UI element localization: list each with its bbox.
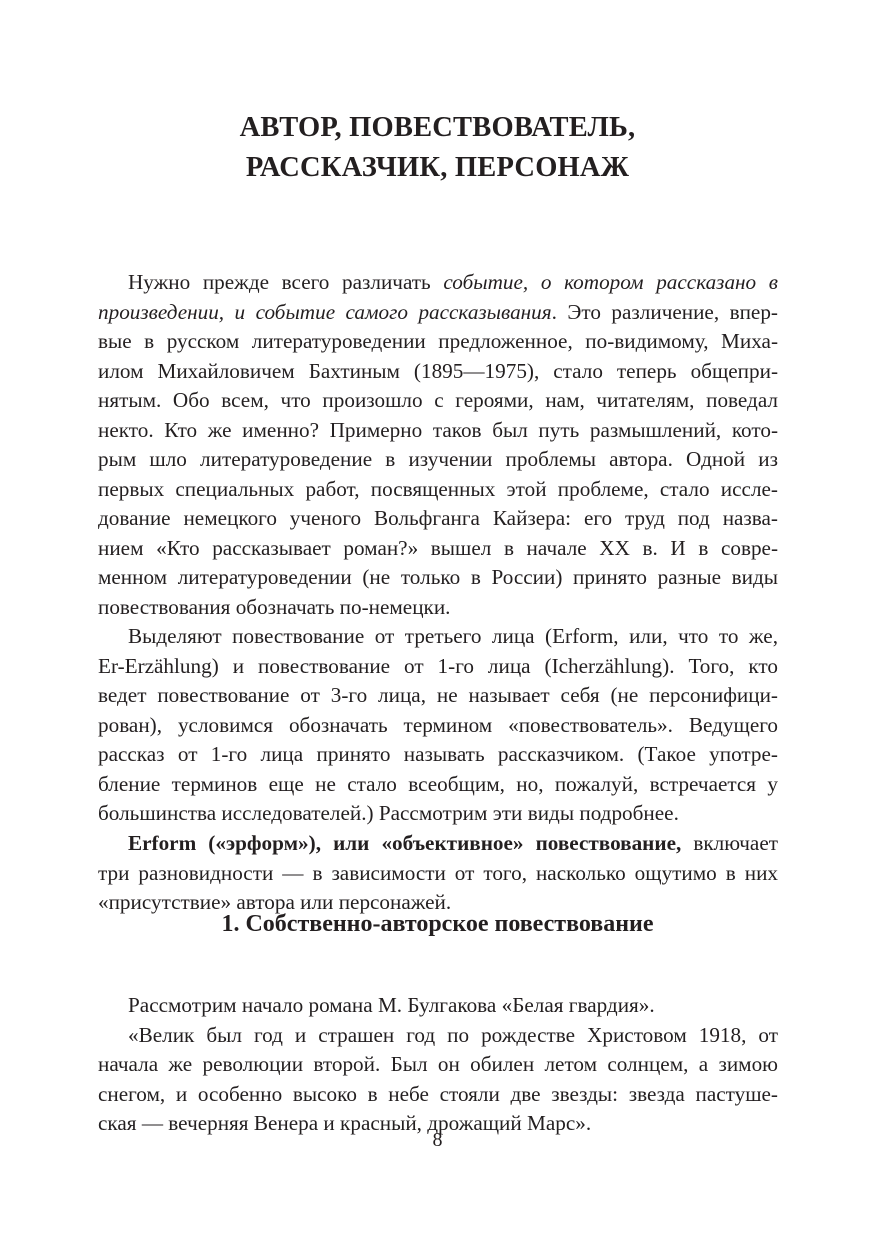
- bold-text-run: Erform («эрформ»), или «объективное» повествование,: [128, 831, 682, 855]
- chapter-title: [0, 108, 875, 188]
- italic-text-run: произведении, и событие самого рассказывания: [98, 299, 552, 324]
- paragraph-5-line: ская — вечерняя Венера и красный, дрожащий Марс».: [98, 1111, 592, 1135]
- paragraph-2-line: Er-Erzählung) и повествование от 1-го лица (Icherzählung). Того, кто: [98, 653, 778, 678]
- paragraph-4: [98, 991, 778, 1021]
- paragraph-1-line: [98, 298, 778, 328]
- section-heading: 1. Собственно-авторское повествование: [221, 911, 654, 937]
- paragraph-1: [98, 268, 778, 622]
- paragraph-1-line: илом Михайловичем Бахтиным (1895—1975), стало теперь общепри-: [98, 358, 778, 383]
- paragraph-1-line: [98, 268, 778, 298]
- paragraph-1-line: нятым. Обо всем, что произошло с героями, нам, читателям, поведал: [98, 388, 778, 412]
- paragraph-2-line: Выделяют повествование от третьего лица (Erform, или, что то же,: [128, 624, 778, 648]
- text-run: . Это различение, впер-: [551, 299, 778, 324]
- paragraph-1-line: нием «Кто рассказывает роман?» вышел в начале XX в. И в совре-: [98, 535, 778, 560]
- paragraph-5-line: начала же революции второй. Был он обилен летом солнцем, а зимою: [98, 1052, 778, 1076]
- paragraph-5-quote: [98, 1021, 778, 1139]
- paragraph-3-line: [98, 829, 778, 859]
- page-number: 8: [432, 1129, 443, 1151]
- paragraph-1-line: первых специальных работ, посвященных этой проблеме, стало иссле-: [98, 476, 778, 501]
- paragraph-1-line: повествования обозначать по-немецки.: [98, 594, 451, 619]
- paragraph-4-line: Рассмотрим начало романа М. Булгакова «Белая гвардия».: [128, 993, 655, 1017]
- paragraph-2: [98, 622, 778, 829]
- paragraph-2-line: рассказ от 1-го лица принято называть рассказчиком. (Такое употре-: [98, 742, 778, 766]
- paragraph-3-line: три разновидности — в зависимости от того, насколько ощутимо в них: [98, 860, 778, 885]
- chapter-title-line-2: РАССКАЗЧИК, ПЕРСОНАЖ: [245, 152, 630, 183]
- text-run: включает: [681, 831, 778, 855]
- paragraph-1-line: рым шло литературоведение в изучении проблемы автора. Одной из: [98, 447, 778, 471]
- paragraph-1-line: менном литературоведении (не только в России) принято разные виды: [98, 565, 778, 589]
- paragraph-1-line: некто. Кто же именно? Примерно таков был путь размышлений, кото-: [98, 417, 778, 442]
- paragraph-3-line: «присутствие» автора или персонажей.: [98, 890, 452, 914]
- paragraph-1-line: дование немецкого ученого Вольфганга Кайзера: его труд под назва-: [98, 506, 778, 530]
- text-run: Нужно прежде всего различать: [128, 270, 444, 294]
- paragraph-3: [98, 829, 778, 918]
- paragraph-2-line: бление терминов еще не стало всеобщим, но, пожалуй, встречается у: [98, 771, 778, 796]
- paragraph-1-line: вые в русском литературоведении предложенное, по-видимому, Миха-: [98, 329, 778, 353]
- italic-text-run: событие, о котором рассказано в: [443, 270, 778, 294]
- chapter-title-line-1: АВТОР, ПОВЕСТВОВАТЕЛЬ,: [239, 112, 636, 143]
- paragraph-2-line: большинства исследователей.) Рассмотрим эти виды подробнее.: [98, 801, 679, 825]
- paragraph-2-line: ведет повествование от 3-го лица, не называет себя (не персонифици-: [98, 683, 778, 707]
- paragraph-2-line: рован), условимся обозначать термином «повествователь». Ведущего: [98, 712, 778, 737]
- paragraph-5-line: снегом, и особенно высоко в небе стояли две звезды: звезда пастуше-: [98, 1081, 778, 1106]
- paragraph-5-line: «Велик был год и страшен год по рождестве Христовом 1918, от: [128, 1022, 778, 1047]
